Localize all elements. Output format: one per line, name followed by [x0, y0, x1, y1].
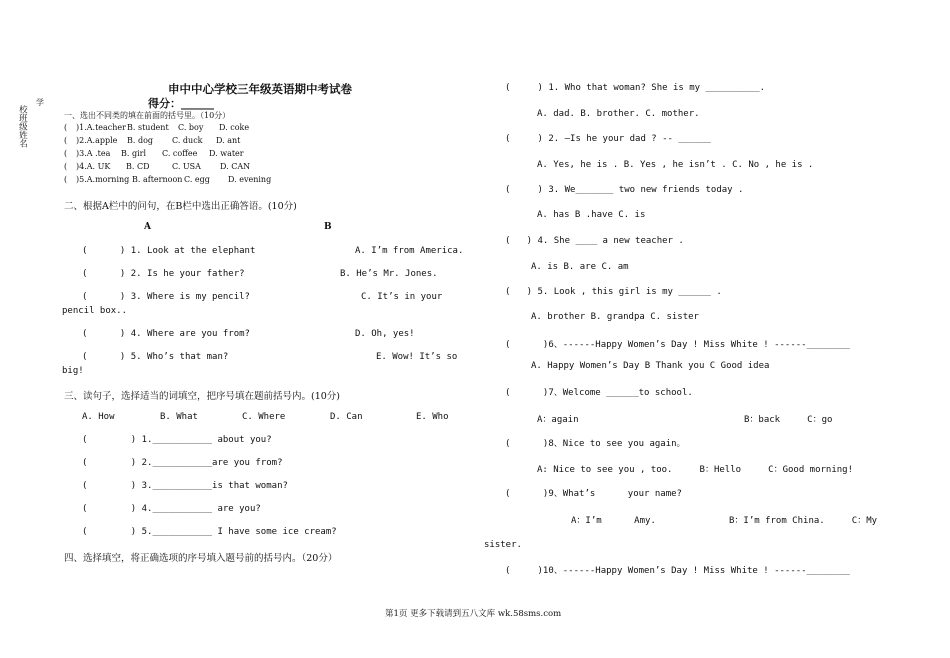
part2-question-1: ( ) 1. Look at the elephant	[82, 246, 256, 256]
part1-option-d: D. coke	[219, 123, 250, 132]
part2-answer-a: A. I’m from America.	[355, 246, 464, 256]
part2-answer-e: E. Wow! It’s so	[376, 352, 458, 362]
part1-option-d: D. water	[209, 149, 244, 158]
part3-option: D. Can	[330, 412, 363, 422]
right-question-8: ( )8、Nice to see you again。	[505, 439, 686, 449]
side-label-xue: 学	[36, 98, 44, 107]
part1-item-text: )5.A.morning	[76, 175, 130, 184]
part1-option-c: C. duck	[172, 136, 203, 145]
part1-option-b: B. dog	[127, 136, 154, 145]
part1-item-text: )1.A.teacher	[76, 123, 126, 132]
part2-answer-b: B. He’s Mr. Jones.	[340, 269, 438, 279]
part1-item-bracket: (	[64, 149, 68, 158]
right-question-7: ( )7、Welcome ______to school.	[505, 388, 693, 398]
part3-item: ( ) 5.___________ I have some ice cream?	[82, 527, 337, 537]
right-question-6: ( )6、------Happy Women’s Day ! Miss White ! ------________	[505, 340, 850, 350]
right-options-6: A. Happy Women’s Day B Thank you C Good idea	[531, 361, 770, 371]
part3-item: ( ) 1.___________ about you?	[82, 435, 272, 445]
part2-answer-c: C. It’s in your	[361, 292, 443, 302]
side-label-vertical: 校班级姓名	[17, 105, 28, 148]
part3-option: B. What	[160, 412, 198, 422]
part1-option-d: D. CAN	[220, 162, 251, 171]
part2-answer-d: D. Oh, yes!	[355, 329, 415, 339]
part1-item-text: )3.A .tea	[76, 149, 111, 158]
part1-option-d: D. ant	[216, 136, 241, 145]
right-options-9-wrap: sister.	[484, 540, 522, 550]
right-options-2: A. Yes, he is . B. Yes , he isn’t . C. No , he is .	[537, 160, 814, 170]
part2-answer-c-wrap: pencil box..	[62, 306, 128, 316]
part1-option-c: C. egg	[184, 175, 210, 184]
right-question-9: ( )9、What’s your name?	[505, 489, 682, 499]
right-options-8: A: Nice to see you , too. B：Hello C：Good morning!	[537, 465, 854, 475]
part1-option-b: B. girl	[121, 149, 147, 158]
part2-question-3: ( ) 3. Where is my pencil?	[82, 292, 250, 302]
part3-option: C. Where	[242, 412, 286, 422]
part2-question-4: ( ) 4. Where are you from?	[82, 329, 250, 339]
part3-item: ( ) 2.___________are you from?	[82, 458, 283, 468]
part3-item: ( ) 3.___________is that woman?	[82, 481, 288, 491]
right-options-3: A. has B .have C. is	[537, 210, 646, 220]
part1-option-d: D. evening	[228, 175, 272, 184]
right-question-3: ( ) 3. We_______ two new friends today .	[505, 185, 744, 195]
page-title: 申中中心学校三年级英语期中考试卷	[168, 82, 352, 96]
right-options-4: A. is B. are C. am	[531, 262, 629, 272]
right-options-1: A. dad. B. brother. C. mother.	[537, 109, 700, 119]
part3-heading: 三、读句子，选择适当的词填空，把序号填在题前括号内。(10分)	[64, 391, 341, 402]
part1-option-c: C. coffee	[162, 149, 198, 158]
part3-option: E. Who	[416, 412, 449, 422]
part1-option-b: B. afternoon	[132, 175, 183, 184]
part1-item-text: )2.A.apple	[76, 136, 118, 145]
right-question-5: ( ) 5. Look , this girl is my ______ .	[505, 287, 722, 297]
part1-item-text: )4.A. UK	[76, 162, 111, 171]
part1-item-bracket: (	[64, 123, 68, 132]
right-question-2: ( ) 2. —Is he your dad ? -- ______	[505, 134, 711, 144]
part2-heading: 二、根据A栏中的问句，在B栏中选出正确答语。(10分)	[64, 201, 297, 212]
right-question-4: ( ) 4. She ____ a new teacher .	[505, 236, 684, 246]
part1-option-b: B. student	[127, 123, 169, 132]
part1-item-bracket: (	[64, 175, 68, 184]
part1-option-b: B. CD	[126, 162, 150, 171]
part1-option-c: C. boy	[178, 123, 204, 132]
right-options-9b: B：I’m from China. C：My	[729, 516, 878, 526]
part1-item-bracket: (	[64, 136, 68, 145]
right-question-1: ( ) 1. Who that woman? She is my __________.	[505, 83, 766, 93]
right-question-10: ( )10、------Happy Women’s Day ! Miss White ! ------________	[505, 566, 850, 576]
part2-question-5: ( ) 5. Who’s that man?	[82, 352, 229, 362]
part1-option-c: C. USA	[172, 162, 201, 171]
part3-option: A. How	[82, 412, 115, 422]
part2-col-b: B	[324, 222, 332, 232]
part3-item: ( ) 4.___________ are you?	[82, 504, 261, 514]
score-label: 得分：______	[148, 97, 214, 110]
part1-item-bracket: (	[64, 162, 68, 171]
part2-col-a: A	[144, 222, 151, 232]
right-options-9a: A：I’m Amy.	[571, 516, 656, 526]
page-footer: 第1页 更多下载请到五八文库 wk.58sms.com	[385, 609, 562, 619]
part2-question-2: ( ) 2. Is he your father?	[82, 269, 245, 279]
part2-answer-e-wrap: big!	[62, 366, 84, 376]
part4-heading: 四、选择填空，将正确选项的序号填入题号前的括号内。（20分）	[64, 553, 338, 564]
right-options-7b: B：back C：go	[744, 415, 833, 425]
right-options-5: A. brother B. grandpa C. sister	[531, 312, 699, 322]
part1-heading: 一、选出不同类的填在前面的括号里。（10分）	[64, 111, 231, 120]
right-options-7a: A：again	[537, 415, 579, 425]
